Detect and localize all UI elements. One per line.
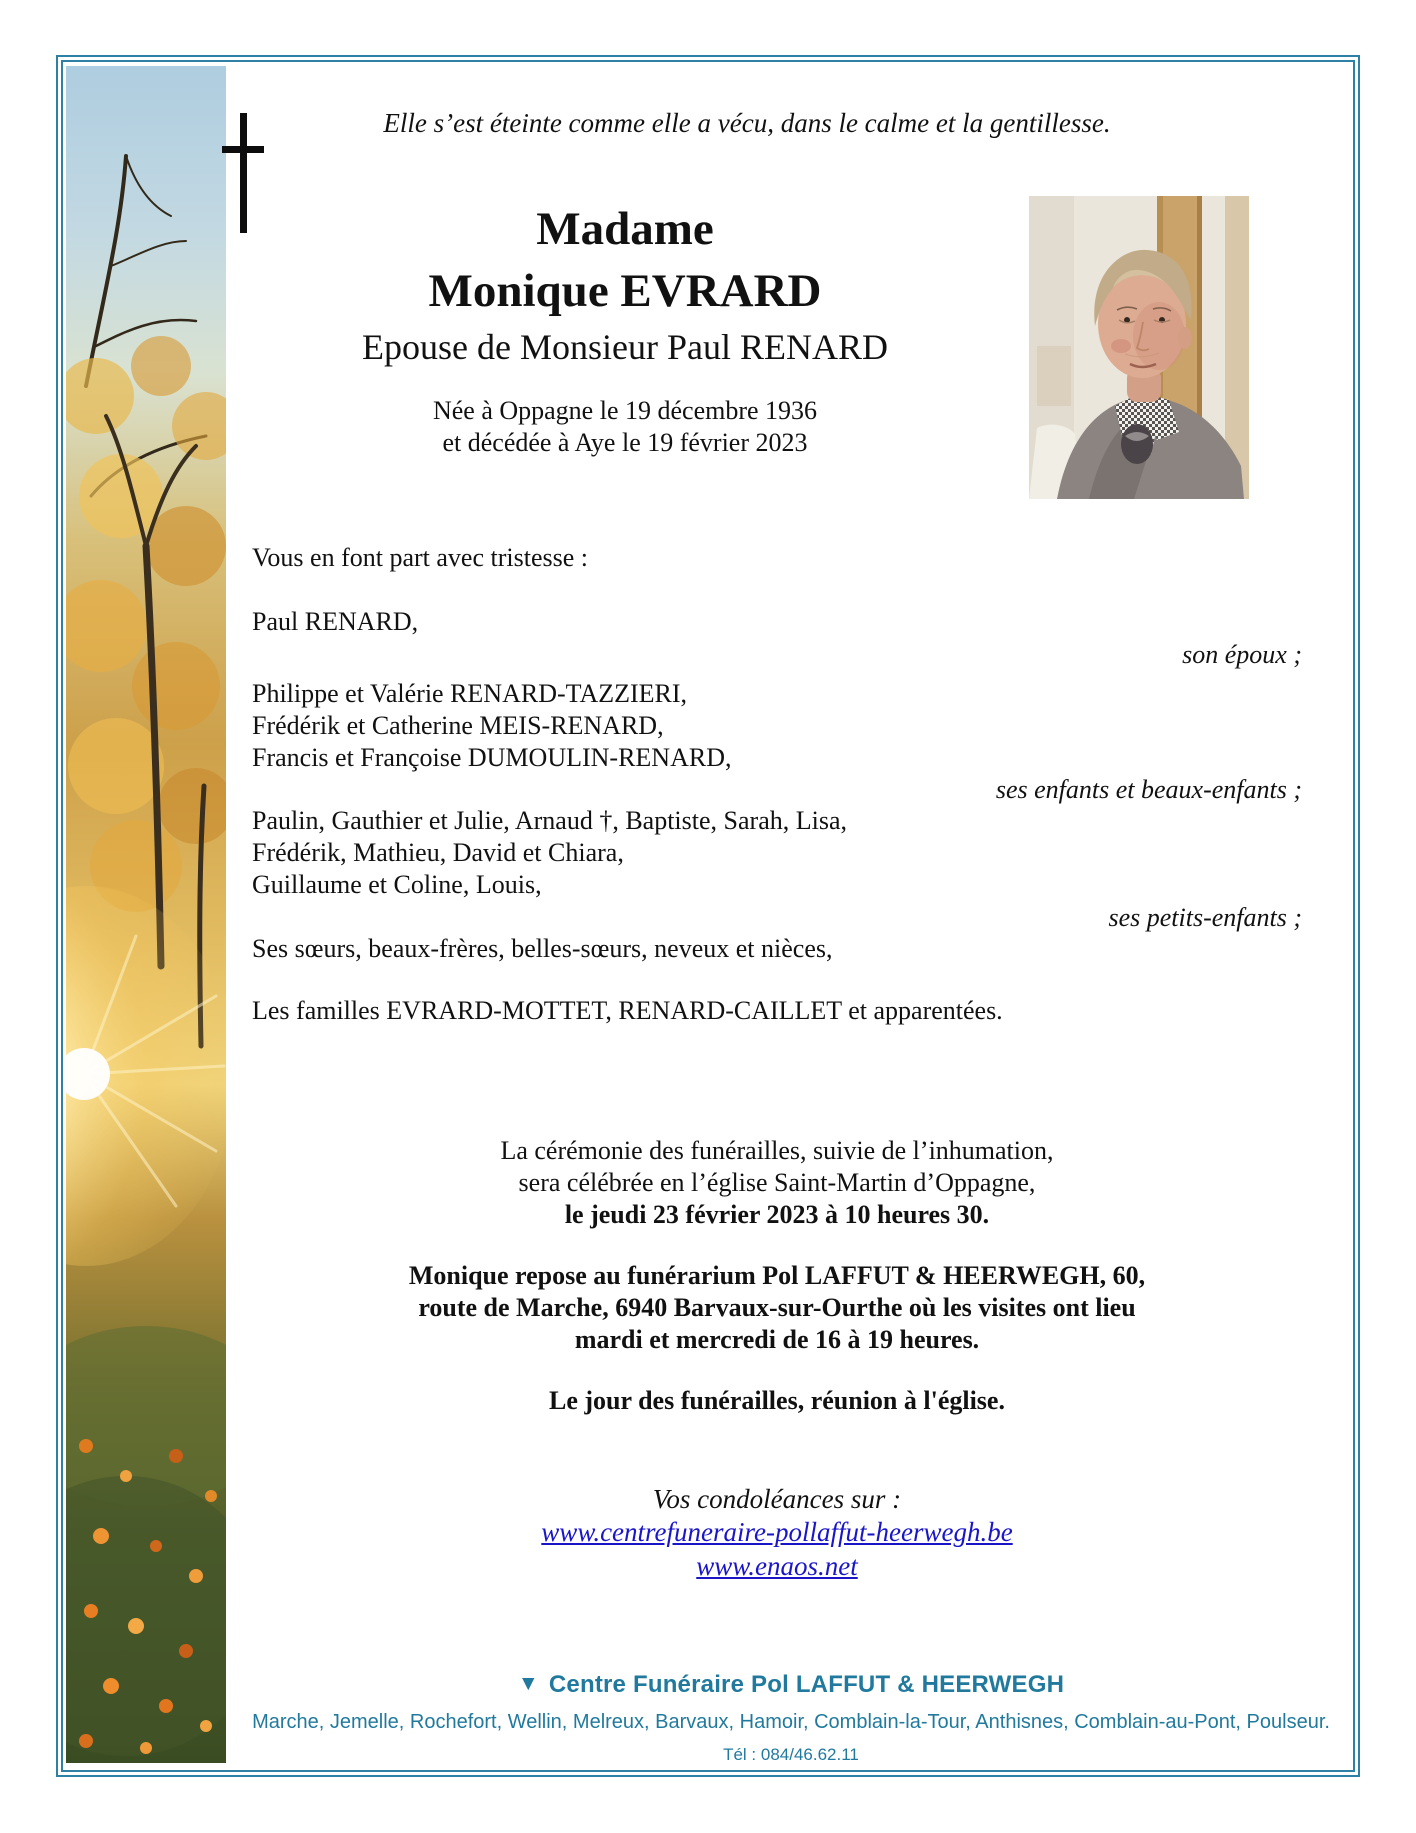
portrait-photo xyxy=(1029,196,1249,499)
grandchildren-line: Paulin, Gauthier et Julie, Arnaud †, Baptiste, Sarah, Lisa, xyxy=(252,806,847,835)
title-madame: Madame xyxy=(536,203,714,255)
repose-line: route de Marche, 6940 Barvaux-sur-Ourthe où les visites ont lieu xyxy=(418,1293,1136,1322)
announcement-intro: Vous en font part avec tristesse : xyxy=(252,543,588,572)
children-line: Philippe et Valérie RENARD-TAZZIERI, xyxy=(252,679,688,708)
ceremony-date-line: le jeudi 23 février 2023 à 10 heures 30. xyxy=(564,1200,990,1229)
birth-line: Née à Oppagne le 19 décembre 1936 xyxy=(432,396,818,425)
children-line: Francis et Françoise DUMOULIN-RENARD, xyxy=(252,743,732,772)
repose-line: mardi et mercredi de 16 à 19 heures. xyxy=(574,1325,980,1354)
reunion-line: Le jour des funérailles, réunion à l'église. xyxy=(549,1386,1005,1415)
children-line: Frédérik et Catherine MEIS-RENARD, xyxy=(252,711,664,740)
families-line: Les familles EVRARD-MOTTET, RENARD-CAILLET et apparentées. xyxy=(252,996,1003,1025)
husband-role: son époux ; xyxy=(1182,640,1302,669)
grandchildren-role: ses petits-enfants ; xyxy=(1108,903,1302,932)
ceremony-line: La cérémonie des funérailles, suivie de l’inhumation, xyxy=(500,1136,1054,1165)
condolences-link-wrap xyxy=(252,1517,1302,1549)
condolences-link-funeraire[interactable]: www.centrefuneraire-pollaffut-heerwegh.be xyxy=(541,1517,1013,1547)
condolences-link-enaos[interactable]: www.enaos.net xyxy=(696,1551,858,1581)
autumn-photo-strip xyxy=(66,66,226,1763)
siblings-line: Ses sœurs, beaux-frères, belles-sœurs, neveux et nièces, xyxy=(252,934,833,963)
spouse-line: Epouse de Monsieur Paul RENARD xyxy=(362,327,888,367)
death-line: et décédée à Aye le 19 février 2023 xyxy=(442,428,808,457)
children-role: ses enfants et beaux-enfants ; xyxy=(995,775,1302,804)
funeral-home-locations: Marche, Jemelle, Rochefort, Wellin, Melreux, Barvaux, Hamoir, Comblain-la-Tour, Anthisnes, Comblain-au-Pont, Poulseur. xyxy=(252,1711,1330,1733)
grandchildren-line: Frédérik, Mathieu, David et Chiara, xyxy=(252,838,624,867)
condolences-link-wrap xyxy=(252,1551,1302,1583)
funeral-home-heading xyxy=(226,1671,1356,1699)
deceased-name: Monique EVRARD xyxy=(428,265,822,317)
triangle-down-icon: ▼ xyxy=(517,1672,539,1695)
grandchildren-line: Guillaume et Coline, Louis, xyxy=(252,870,542,899)
husband-name: Paul RENARD, xyxy=(252,607,419,636)
repose-line: Monique repose au funérarium Pol LAFFUT & HEERWEGH, 60, xyxy=(408,1261,1146,1290)
ceremony-line: sera célébrée en l’église Saint-Martin d’Oppagne, xyxy=(518,1168,1036,1197)
condolences-label: Vos condoléances sur : xyxy=(652,1484,902,1514)
opening-quote: Elle s’est éteinte comme elle a vécu, dans le calme et la gentillesse. xyxy=(383,108,1111,138)
funeral-home-phone: Tél : 084/46.62.11 xyxy=(723,1745,859,1764)
funeral-home-name: Centre Funéraire Pol LAFFUT & HEERWEGH xyxy=(548,1671,1065,1698)
